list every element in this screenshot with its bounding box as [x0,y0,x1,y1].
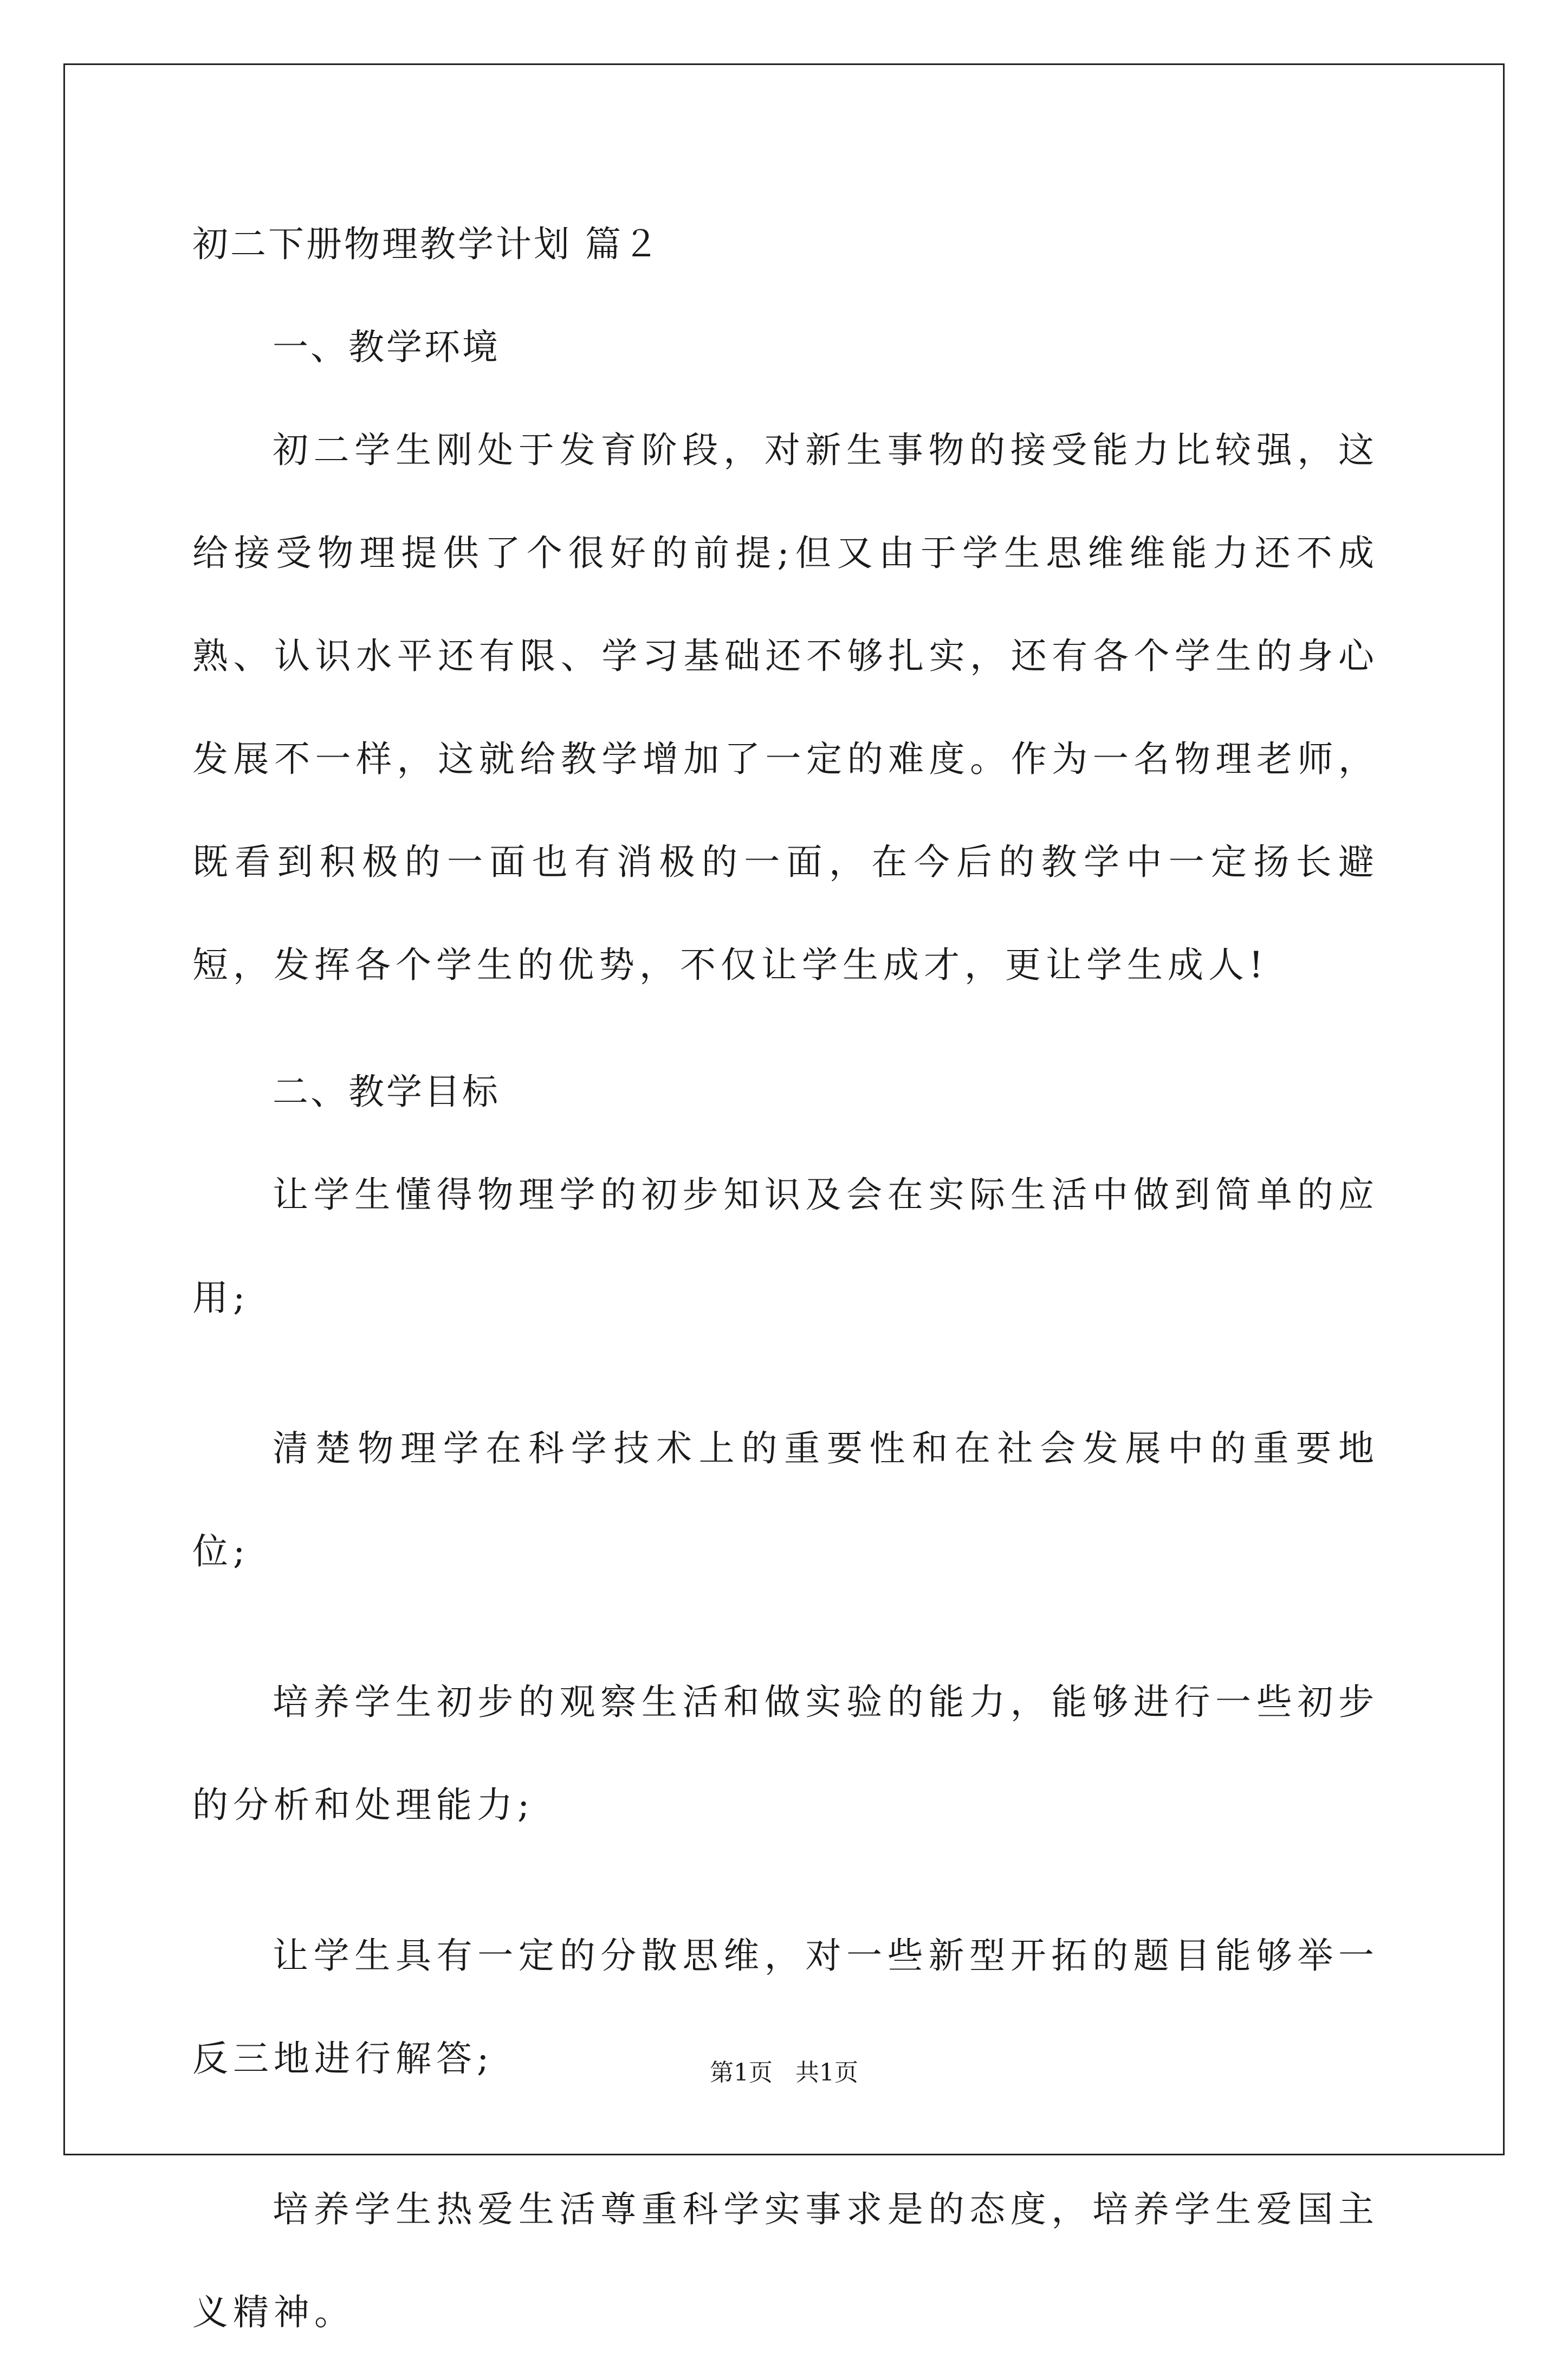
section-heading-environment: 一、教学环境 [273,326,500,368]
paragraph-environment: 初二学生刚处于发育阶段，对新生事物的接受能力比较强，这给接受物理提供了个很好的前提;但又由于学生思维维能力还不成熟、认识水平还有限、学习基础还不够扎实，还有各个学生的身心发展不一样，这就给教学增加了一定的难度。作为一名物理老师，既看到积极的一面也有消极的一面，在今后的教学中一定扬长避短，发挥各个学生的优势，不仅让学生成才，更让学生成人! [192,429,1379,986]
paragraph-goal-5: 培养学生热爱生活尊重科学实事求是的态度，培养学生爱国主义精神。 [192,2188,1379,2333]
paragraph-goal-1: 让学生懂得物理学的初步知识及会在实际生活中做到简单的应用; [192,1174,1379,1319]
paragraph-goal-4: 让学生具有一定的分散思维，对一些新型开拓的题目能够举一反三地进行解答; [192,1935,1379,2079]
page-footer: 第1页 共1页 [710,2059,858,2087]
paragraph-goal-3: 培养学生初步的观察生活和做实验的能力，能够进行一些初步的分析和处理能力; [192,1681,1379,1826]
paragraph-goal-2: 清楚物理学在科学技术上的重要性和在社会发展中的重要地位; [192,1428,1379,1572]
document-body [192,217,1379,2364]
document-title: 初二下册物理教学计划 篇２ [192,223,661,265]
section-heading-goals: 二、教学目标 [273,1071,500,1113]
